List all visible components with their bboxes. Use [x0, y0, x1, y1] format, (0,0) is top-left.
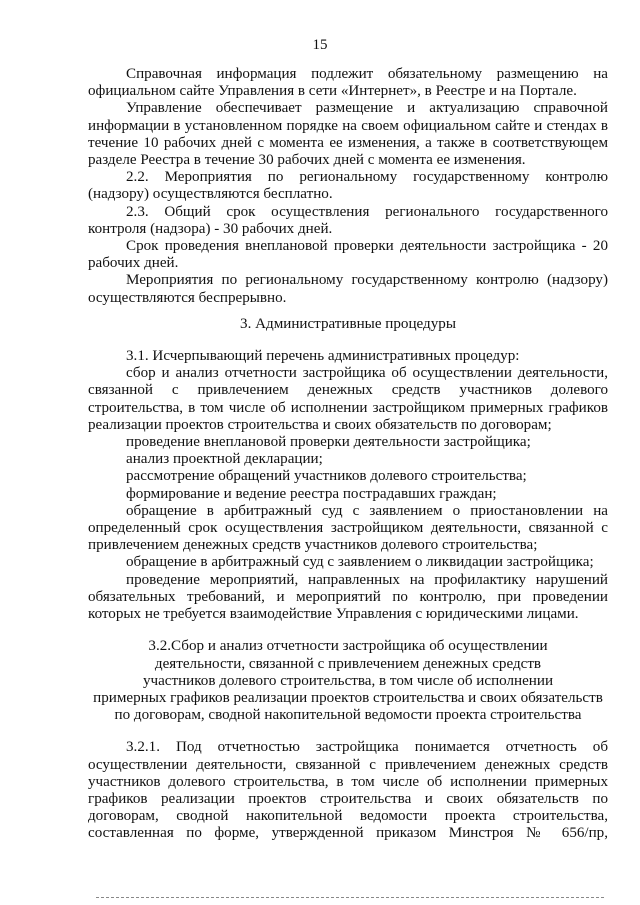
paragraph-actualization: Управление обеспечивает размещение и актуализацию справочной информации в установленном порядке на своем официальном сайте и стендах в течение 10 рабочих дней с момента ее изменения, а также в соответствующем разделе Реестра в течение 30 рабочих дней с момента ее изменения.: [88, 100, 608, 169]
paragraph-inspection-term: Срок проведения внеплановой проверки деятельности застройщика - 20 рабочих дней.: [88, 238, 608, 272]
subsection-heading-line: участников долевого строительства, в том числе об исполнении: [142, 672, 554, 689]
procedure-item: рассмотрение обращений участников долевого строительства;: [126, 468, 527, 485]
subsection-heading-line: примерных графиков реализации проектов строительства и своих обязательств: [93, 689, 603, 706]
section-heading: 3. Административные процедуры: [240, 315, 456, 332]
list-intro: 3.1. Исчерпывающий перечень административных процедур:: [126, 348, 520, 365]
procedure-item: обращение в арбитражный суд с заявлением о ликвидации застройщика;: [126, 554, 594, 571]
subsection-heading: [88, 638, 608, 724]
procedure-item: проведение мероприятий, направленных на профилактику нарушений обязательных требований, и мероприятий по контролю, при проведении которых не требуется взаимодействие Управления с юридическими лицами.: [88, 571, 608, 623]
procedure-item: проведение внеплановой проверки деятельности застройщика;: [126, 434, 531, 451]
document-body: [88, 66, 608, 843]
paragraph-continuous: Мероприятия по региональному государственному контролю (надзору) осуществляются беспрерывно.: [88, 272, 608, 306]
subsection-heading-line: по договорам, сводной накопительной ведомости проекта строительства: [114, 707, 582, 724]
paragraph-reference-info: Справочная информация подлежит обязательному размещению на официальном сайте Управления в сети «Интернет», в Реестре и на Портале.: [88, 66, 608, 100]
paragraph-3-2-1: 3.2.1. Под отчетностью застройщика понимается отчетность об осуществлении деятельности, связанной с привлечением денежных средств участников долевого строительства, в том числе об исполнении примерных графиков реализации проектов строительства и своих обязательств по договорам, сводной накопительной ведомости проекта строительства, составленная по форме, утвержденной приказом Минстроя № 656/пр,: [88, 739, 608, 842]
procedure-item: формирование и ведение реестра пострадавших граждан;: [126, 485, 497, 502]
paragraph-2-3: 2.3. Общий срок осуществления регионального государственного контроля (надзора) - 30 рабочих дней.: [88, 203, 608, 237]
subsection-heading-line: деятельности, связанной с привлечением денежных средств: [154, 655, 542, 672]
procedure-item: обращение в арбитражный суд с заявлением о приостановлении на определенный срок осуществления застройщиком деятельности, связанной с привлечением денежных средств участников долевого строительства;: [88, 502, 608, 554]
subsection-heading-line: 3.2.Сбор и анализ отчетности застройщика об осуществлении: [148, 638, 548, 655]
page-number: 15: [312, 37, 328, 53]
procedure-item: сбор и анализ отчетности застройщика об осуществлении деятельности, связанной с привлечением денежных средств участников долевого строительства, в том числе об исполнении застройщиком примерных графиков реализации проектов строительства и своих обязательств по договорам;: [88, 365, 608, 433]
paragraph-2-2: 2.2. Мероприятия по региональному государственному контролю (надзору) осуществляются бесплатно.: [88, 169, 608, 203]
procedure-item: анализ проектной декларации;: [126, 451, 323, 468]
page-bottom-rule: [96, 897, 604, 898]
